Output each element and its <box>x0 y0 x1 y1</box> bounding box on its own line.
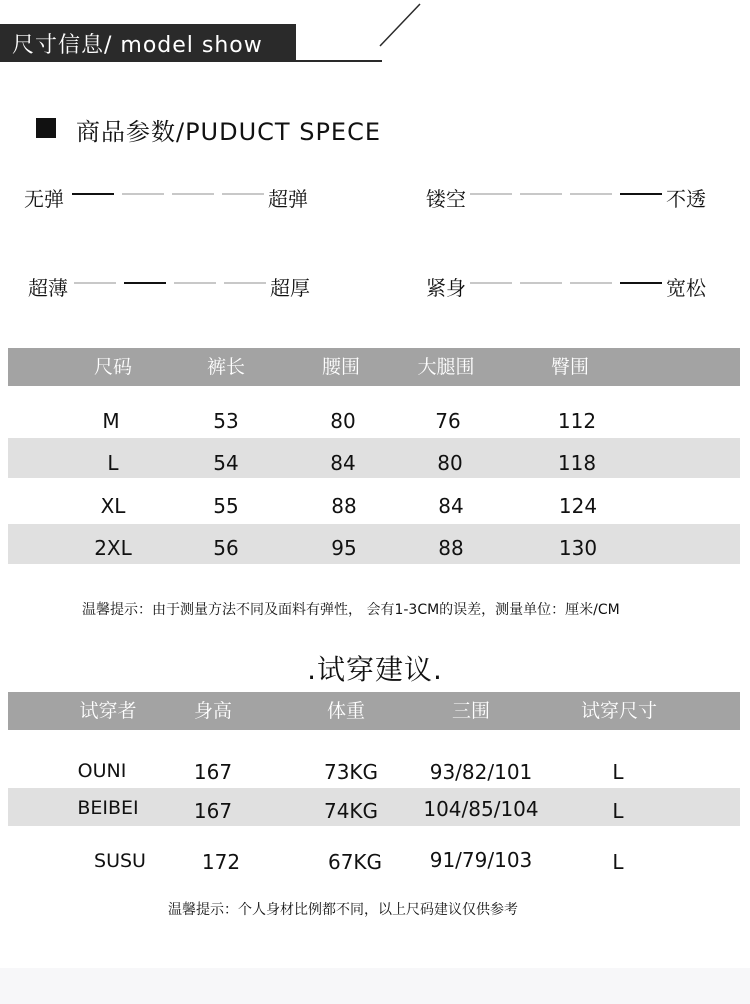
cell-measurements: 93/82/101 <box>429 760 533 784</box>
header-cell: 大腿围 <box>417 356 475 378</box>
cell-thigh: 76 <box>435 409 461 433</box>
cell-size: M <box>102 409 120 433</box>
cell-length: 56 <box>213 536 239 560</box>
scale-segment <box>520 193 562 195</box>
header-cell: 尺码 <box>93 356 132 378</box>
cell-tester: SUSU <box>94 850 146 872</box>
scale-segment-active <box>620 193 662 195</box>
cell-weight: 74KG <box>323 799 379 823</box>
scale-segment-active <box>72 193 114 195</box>
scale-left-label: 超薄 <box>28 276 68 300</box>
scale-left-label: 镂空 <box>426 187 466 211</box>
scale-segment <box>172 193 214 195</box>
scale-segment <box>570 193 612 195</box>
try-table-header <box>8 692 740 730</box>
table-row <box>8 838 740 878</box>
header-cell: 三围 <box>451 700 490 722</box>
cell-hip: 112 <box>557 409 597 433</box>
header-cell: 裤长 <box>206 356 245 378</box>
scale-segment <box>470 282 512 284</box>
cell-tester: OUNI <box>77 760 127 782</box>
size-table-header <box>8 348 740 386</box>
scale-segment <box>520 282 562 284</box>
cell-height: 172 <box>201 850 241 874</box>
cell-length: 54 <box>213 451 239 475</box>
table-row <box>8 748 740 788</box>
cell-try-size: L <box>612 850 624 874</box>
scale-segment-active <box>124 282 166 284</box>
scale-segment <box>122 193 164 195</box>
header-cell: 体重 <box>326 700 365 722</box>
cell-size: 2XL <box>94 536 132 560</box>
cell-weight: 67KG <box>327 850 383 874</box>
cell-try-size: L <box>612 799 624 823</box>
cell-hip: 130 <box>558 536 598 560</box>
size-table <box>8 348 740 564</box>
cell-thigh: 88 <box>438 536 464 560</box>
header-cell: 试穿尺寸 <box>580 700 657 722</box>
header-cell: 臀围 <box>550 356 589 378</box>
scale-right-label: 超厚 <box>270 276 310 300</box>
table-row <box>8 788 740 826</box>
cell-waist: 95 <box>331 536 357 560</box>
scale-segment <box>470 193 512 195</box>
square-bullet-icon <box>36 118 56 138</box>
cell-height: 167 <box>193 799 233 823</box>
cell-weight: 73KG <box>323 760 379 784</box>
scale-segment-active <box>620 282 662 284</box>
cell-waist: 88 <box>331 494 357 518</box>
cell-thigh: 80 <box>437 451 463 475</box>
table-row <box>8 478 740 524</box>
scale-right-label: 宽松 <box>666 276 706 300</box>
cell-measurements: 104/85/104 <box>423 797 539 821</box>
cell-size: XL <box>100 494 126 518</box>
try-section-title: .试穿建议. <box>307 653 443 686</box>
header-cell: 身高 <box>193 700 232 722</box>
size-note: 温馨提示：由于测量方法不同及面料有弹性， 会有1-3CM的误差，测量单位：厘米/CM <box>82 602 620 618</box>
bottom-strip <box>0 968 750 1004</box>
header-cell: 试穿者 <box>79 700 137 722</box>
cell-tester: BEIBEI <box>77 797 139 819</box>
scale-segment <box>222 193 264 195</box>
cell-try-size: L <box>612 760 624 784</box>
scale-segment <box>570 282 612 284</box>
try-note: 温馨提示：个人身材比例都不同，以上尺码建议仅供参考 <box>168 902 518 918</box>
table-row <box>8 438 740 478</box>
cell-size: L <box>107 451 119 475</box>
scale-segment <box>174 282 216 284</box>
header-cell: 腰围 <box>321 356 360 378</box>
cell-waist: 84 <box>330 451 356 475</box>
scale-segment <box>224 282 266 284</box>
cell-height: 167 <box>193 760 233 784</box>
scale-right-label: 超弹 <box>268 187 308 211</box>
banner-title: 尺寸信息/ model show <box>12 33 263 58</box>
scale-right-label: 不透 <box>666 187 706 211</box>
cell-measurements: 91/79/103 <box>429 848 533 872</box>
cell-hip: 118 <box>557 451 597 475</box>
cell-waist: 80 <box>330 409 356 433</box>
scale-left-label: 无弹 <box>24 187 64 211</box>
cell-thigh: 84 <box>438 494 464 518</box>
cell-length: 55 <box>213 494 239 518</box>
table-row <box>8 524 740 564</box>
table-row <box>8 400 740 438</box>
banner-underline <box>0 60 382 62</box>
scale-segment <box>74 282 116 284</box>
slash-decoration <box>376 0 426 50</box>
cell-hip: 124 <box>558 494 598 518</box>
section-title: 商品参数/PUDUCT SPECE <box>76 118 382 146</box>
try-table <box>8 692 740 882</box>
scale-left-label: 紧身 <box>426 276 466 300</box>
cell-length: 53 <box>213 409 239 433</box>
